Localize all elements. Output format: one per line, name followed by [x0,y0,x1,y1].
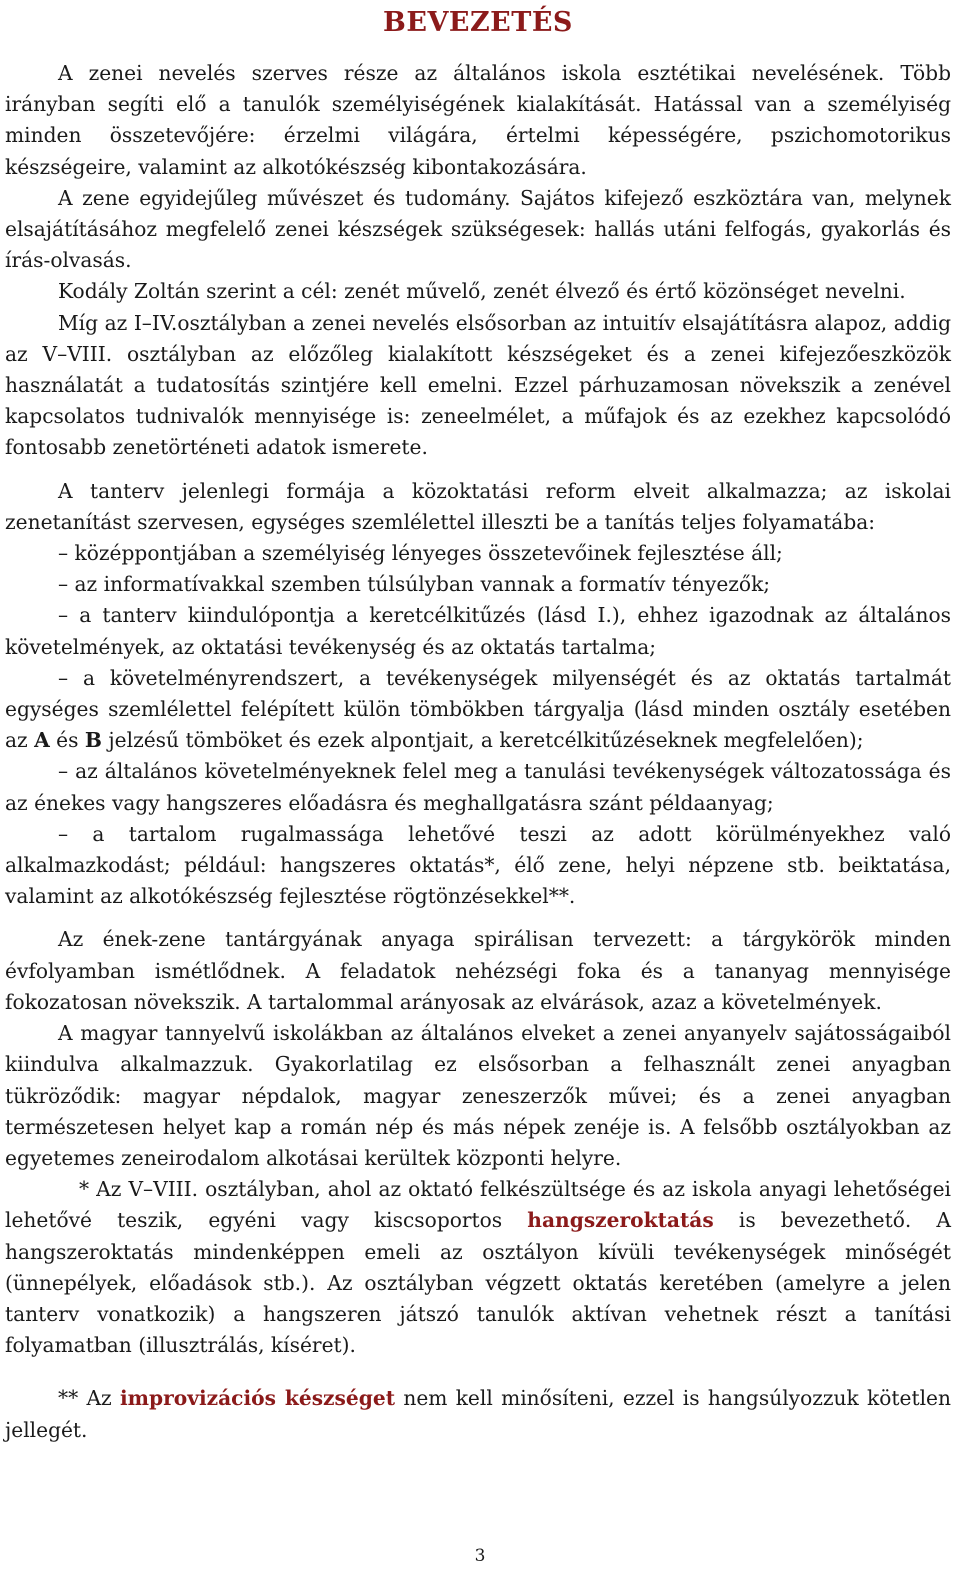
paragraph-music-art-science: A zene egyidejűleg művészet és tudomány. Sajátos kifejező eszköztára van, melynek elsajátításához megfelelő zenei készségek szükségesek: hallás utáni felfogás, gyakorlás és írás-olvasás. [5,185,951,273]
footnote-text: * Az V–VIII. osztályban, ahol az oktató felkészültsége és az iskola anyagi lehetőségei lehetővé teszik, egyéni vagy kiscsoportos [5,1177,951,1233]
list-item: – az informatívakkal szemben túlsúlyban vannak a formatív tényezők; [58,572,771,597]
paragraph-curriculum-form: A tanterv jelenlegi formája a közoktatási reform elveit alkalmazza; az iskolai zenetanítást szervesen, egységes szemlélettel illeszti be a tanítás teljes folyamatába: [5,478,951,534]
list-item: – a tanterv kiindulópontja a keretcélkitűzés (lásd I.), ehhez igazodnak az általános követelmények, az oktatási tevékenység és az oktatás tartalma; [5,603,951,659]
list-item [5,663,951,757]
highlight-term: hangszeroktatás [527,1208,714,1233]
footnote-improvisation [5,1383,951,1445]
page-number: 3 [474,1546,486,1566]
list-item: – középpontjában a személyiség lényeges összetevőinek fejlesztése áll; [58,541,783,566]
block-label-b: B [84,728,102,753]
page-title: BEVEZETÉS [383,7,573,38]
paragraph-grades: Míg az I–IV.osztályban a zenei nevelés elsősorban az intuitív elsajátításra alapoz, addig az V–VIII. osztályban az előzőleg kialakított készségeket és a zenei kifejezőeszközök használatát a tudatosítás szintjére kell emelni. Ezzel párhuzamosan növekszik a zenével kapcsolatos tudnivalók mennyisége is: zeneelmélet, a műfajok és az ezekhez kapcsolódó fontosabb zenetörténeti adatok ismerete. [5,310,951,460]
document-page [5,0,951,1446]
paragraph-spiral: Az ének-zene tantárgyának anyaga spirálisan tervezett: a tárgykörök minden évfolyamban ismétlődnek. A feladatok nehézségi foka és a tananyag mennyisége fokozatosan növekszik. A tartalommal arányosak az elvárások, azaz a követelmények. [5,927,951,1014]
footnote-text: nem kell minősíteni, ezzel is hangsúlyozzuk kötetlen jellegét. [5,1386,951,1442]
list-item-text: és [49,728,85,753]
list-item: – a tartalom rugalmassága lehetővé teszi az adott körülményekhez való alkalmazkodást; például: hangszeres oktatás*, élő zene, helyi népzene stb. beiktatása, valamint az alkotókészség fejlesztése rögtönzésekkel**. [5,821,951,909]
paragraph-intro: A zenei nevelés szerves része az általános iskola esztétikai nevelésének. Több irányban segíti elő a tanulók személyiségének kialakítását. Hatással van a személyiség minden összetevőjére: érzelmi világára, értelmi képességére, pszichomotorikus készségeire, valamint az alkotókészség kibontakozására. [5,61,951,179]
block-label-a: A [34,728,50,753]
footnote-instrument [5,1174,951,1361]
list-item-text: jelzésű tömböket és ezek alpontjait, a keretcélkitűzéseknek megfelelően); [102,728,864,753]
highlight-term: improvizációs készséget [119,1386,396,1411]
footnote-text: is bevezethető. A hangszeroktatás mindenképpen emeli az osztályon kívüli tevékenységek minőségét (ünnepélyek, előadások stb.). Az osztályban végzett oktatás keretében (amelyre a jelen tanterv vonatkozik) a hangszeren játszó tanulók aktívan vehetnek részt a tanítási folyamatban (illusztrálás, kíséret). [5,1208,951,1358]
list-item: – az általános követelményeknek felel meg a tanulási tevékenységek változatossága és az énekes vagy hangszeres előadásra és meghallgatásra szánt példaanyag; [5,759,951,815]
footnote-text: ** Az [58,1386,120,1411]
list-item-text: – a követelményrendszert, a tevékenységek milyenségét és az oktatás tartalmát egységes szemlélettel felépített külön tömbökben tárgyalja (lásd minden osztály esetében az [5,665,951,753]
paragraph-hungarian-schools: A magyar tannyelvű iskolákban az általános elveket a zenei anyanyelv sajátosságaiból kiindulva alkalmazzuk. Gyakorlatilag ez elsősorban a felhasznált zenei anyagban tükröződik: magyar népdalok, magyar zeneszerzők művei; és a zenei anyagban természetesen helyet kap a román nép és más népek zenéje is. A felsőbb osztályokban az egyetemes zeneirodalom alkotásai kerültek központi helyre. [5,1021,951,1170]
paragraph-kodaly: Kodály Zoltán szerint a cél: zenét művelő, zenét élvező és értő közönséget nevelni. [58,279,906,304]
